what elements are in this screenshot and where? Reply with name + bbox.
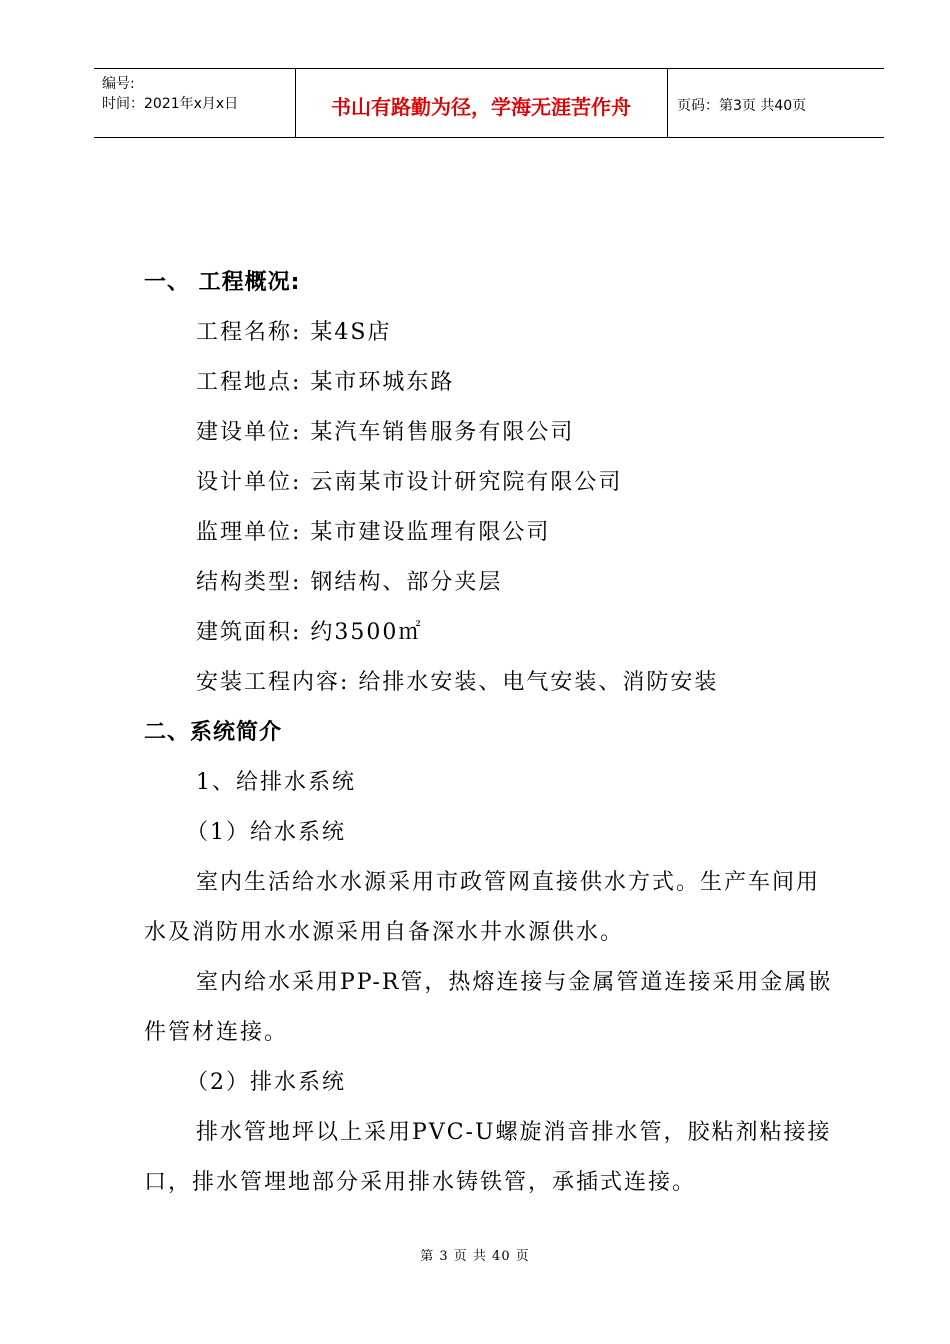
building-area: 建筑面积: 约3500㎡ [196, 620, 423, 645]
section1-heading: 一、 工程概况: [144, 270, 301, 295]
time-label: 时间：2021年x月x日 [102, 96, 239, 112]
water-supply-title: （1）给水系统 [186, 820, 346, 845]
paragraph-line: 水及消防用水水源采用自备深水井水源供水。 [144, 920, 625, 945]
header-info-cell [94, 69, 296, 137]
page-footer: 第 3 页 共 40 页 [420, 1249, 530, 1264]
construction-unit: 建设单位: 某汽车销售服务有限公司 [196, 420, 575, 445]
motto-text: 书山有路勤为径，学海无涯苦作舟 [331, 95, 631, 119]
design-unit: 设计单位: 云南某市设计研究院有限公司 [196, 470, 623, 495]
supervision-unit: 监理单位: 某市建设监理有限公司 [196, 520, 551, 545]
paragraph-line: 件管材连接。 [144, 1020, 289, 1045]
header-motto-cell [295, 69, 668, 137]
paragraph-line: 口，排水管埋地部分采用排水铸铁管，承插式连接。 [144, 1170, 697, 1195]
number-label: 编号: [102, 76, 135, 92]
drainage-title: （2）排水系统 [186, 1070, 346, 1095]
paragraph-line: 室内给水采用PP-R管，热熔连接与金属管道连接采用金属嵌 [196, 970, 833, 995]
structure-type: 结构类型: 钢结构、部分夹层 [196, 570, 503, 595]
project-name: 工程名称: 某4S店 [196, 320, 392, 345]
page-number-label: 页码：第3页 共40页 [677, 98, 807, 114]
paragraph-line: 排水管地坪以上采用PVC-U螺旋消音排水管，胶粘剂粘接接 [196, 1120, 832, 1145]
water-system-title: 1、给排水系统 [196, 770, 356, 795]
header-page-cell [667, 69, 884, 137]
page-header [94, 68, 884, 138]
project-location: 工程地点: 某市环城东路 [196, 370, 455, 395]
paragraph-line: 室内生活给水水源采用市政管网直接供水方式。生产车间用 [196, 870, 821, 895]
section2-heading: 二、系统简介 [144, 720, 283, 745]
installation-content: 安装工程内容: 给排水安装、电气安装、消防安装 [196, 670, 719, 695]
